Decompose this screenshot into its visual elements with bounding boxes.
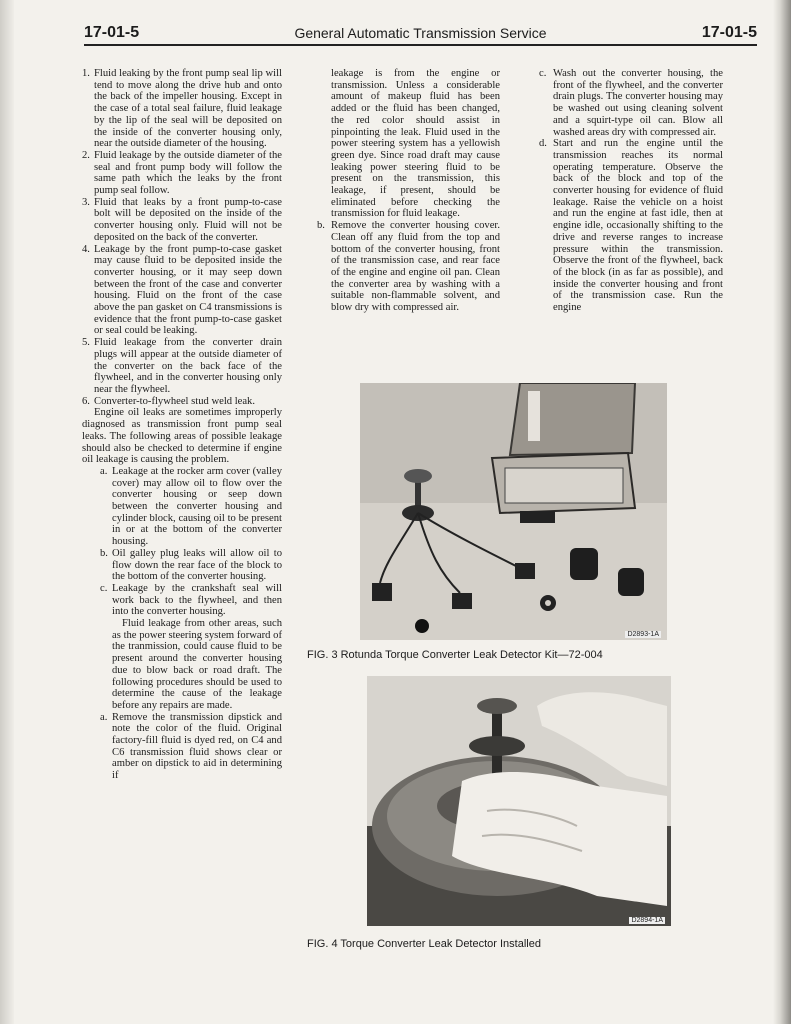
list-item: d. Start and run the engine until the transmission reaches its normal operating temperature. Observe the back of the block and top of the converter housing for evidence of fluid leakage. Raise the vehicle on a hoist and run the engine at fast idle, then at engine idle, occasionally shifting to the drive and reverse ranges to increase pressure within the transmission. Observe the front of the flywheel, back of the block (in as far as possible), and inside the converter housing and front of the transmission case. Run the engine — [539, 138, 723, 314]
list-item: b. Oil galley plug leaks will allow oil to flow down the rear face of the block to the bottom of the converter housing. — [100, 547, 282, 583]
page-edge-right — [773, 0, 791, 1024]
engine-oil-paragraph: Engine oil leaks are sometimes improperly diagnosed as transmission front pump seal leaks. The following areas of possible leakage should also be checked to determine if engine oil leakage is causing the problem. — [82, 407, 282, 466]
procedure-list — [82, 712, 282, 782]
text-column-3 — [527, 68, 723, 314]
page-edge-left — [0, 0, 14, 1024]
list-item: 1. Fluid leaking by the front pump seal lip will tend to move along the drive hub and onto the back of the impeller housing. Except in the case of a total seal failure, fluid leakage by the lip of the seal will be deposited on the inside of the converter housing only, near the outside diameter of the housing. — [82, 68, 282, 150]
procedure-list — [313, 220, 500, 314]
list-item: a. Leakage at the rocker arm cover (valley cover) may allow oil to flow over the converter housing or seep down between the converter housing and cylinder block, causing oil to be present in or at the bottom of the converter housing. — [100, 465, 282, 548]
numbered-list — [82, 68, 282, 407]
leak-detector-kit-image — [360, 383, 667, 640]
figure-code: D2894-1A — [631, 917, 663, 924]
list-item: 5. Fluid leakage from the converter drain plugs will appear at the outside diameter of the converter on the back face of the flywheel, and in the converter housing only near the flywheel. — [82, 337, 282, 395]
figure-4-photo — [367, 676, 671, 926]
section-title: General Automatic Transmission Service — [294, 25, 547, 41]
text-column-2 — [313, 68, 500, 314]
figure-code: D2893-1A — [627, 631, 659, 638]
figure-4-caption: FIG. 4 Torque Converter Leak Detector Installed — [307, 938, 541, 950]
list-item: 6. Converter-to-flywheel stud weld leak. — [82, 395, 255, 407]
list-item: c. Wash out the converter housing, the front of the flywheel, and the converter drain plugs. The converter housing may be washed out using cleaning solvent and a squirt-type oil can. Blow all washed areas dry with compressed air. — [539, 68, 723, 138]
detector-installed-image — [367, 676, 671, 926]
page-number-right: 17-01-5 — [701, 24, 757, 41]
figure-3-caption: FIG. 3 Rotunda Torque Converter Leak Detector Kit—72-004 — [307, 649, 603, 661]
lettered-list — [82, 466, 282, 618]
other-areas-paragraph: Fluid leakage from other areas, such as the power steering system forward of the tranmission, could cause fluid to be present around the converter housing due to blow back or road draft. The following procedures should be used to determine the cause of the leakage before any repairs are made. — [112, 618, 282, 711]
procedure-list — [527, 68, 723, 314]
continued-paragraph: leakage is from the engine or transmission. Unless a considerable amount of makeup fluid has been added or the fluid has been changed, the red color should assist in pinpointing the leak. Fluid used in the power steering system has a yellowish green dye. Since road draft may cause leaking power steering fluid to be present on the transmission, this leakage, if present, should be eliminated before checking the transmission for fluid leakage. — [331, 68, 500, 220]
list-item: a. Remove the transmission dipstick and note the color of the fluid. Original factory-fill fluid is dyed red, on C4 and C6 transmission fluid shows clear or amber on dipstick to aid in determining if — [100, 711, 282, 782]
figure-3-photo — [360, 383, 667, 640]
list-item: 2. Fluid leakage by the outside diameter of the seal and front pump body will follow the same path which the leaks by the front pump seal follow. — [82, 149, 282, 197]
list-item: c. Leakage by the crankshaft seal will work back to the flywheel, and then into the converter housing. — [100, 582, 282, 618]
page-header — [84, 22, 757, 46]
page-number-left: 17-01-5 — [84, 24, 140, 41]
list-item: 3. Fluid that leaks by a front pump-to-case bolt will be deposited on the inside of the converter housing only. Fluid will not be deposited on the back of the converter. — [82, 196, 282, 243]
text-column-1 — [82, 68, 282, 782]
list-item: 4. Leakage by the front pump-to-case gasket may cause fluid to be deposited inside the converter housing, or it may seep down between the front of the case and converter housing. Fluid on the front of the case above the pan gasket on C4 transmissions is evidence that the front pump-to-case gasket or seal could be leaking. — [82, 243, 282, 337]
list-item: b. Remove the converter housing cover. Clean off any fluid from the top and bottom of the converter housing, front of the transmission case, and rear face of the engine and engine oil pan. Clean the converter area by washing with a suitable non-flammable solvent, and blow dry with compressed air. — [317, 220, 500, 314]
